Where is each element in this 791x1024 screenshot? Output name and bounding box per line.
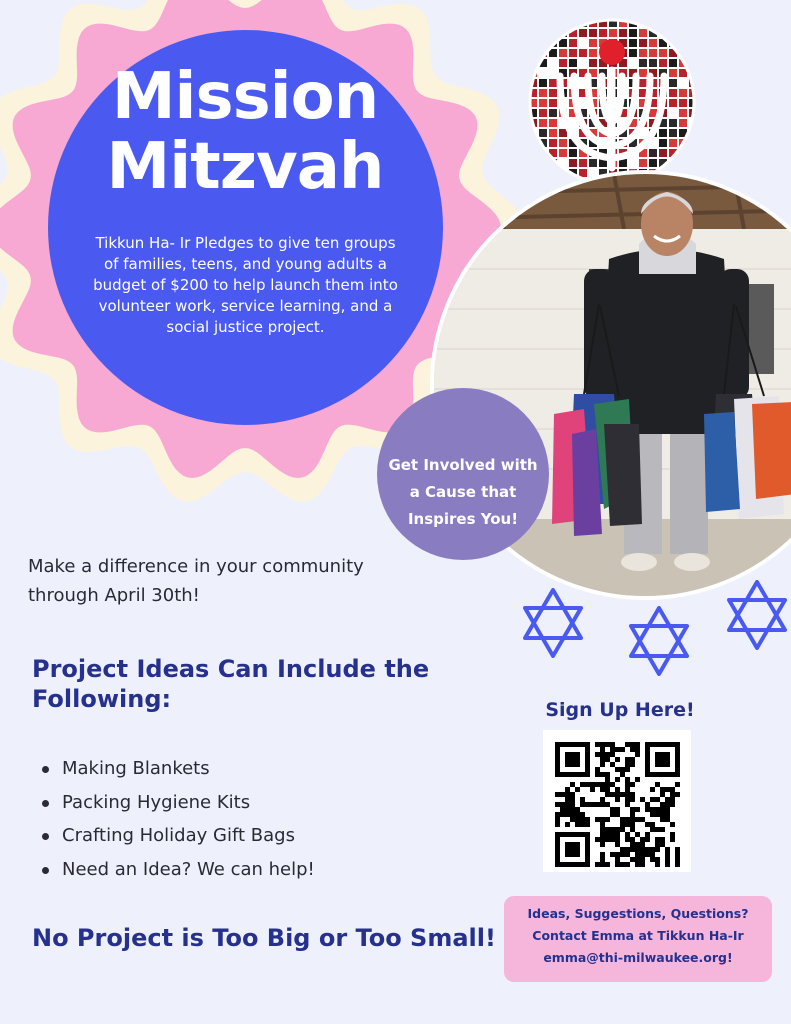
tagline-line-2: through April 30th! bbox=[28, 585, 200, 606]
footer-tagline: No Project is Too Big or Too Small! bbox=[32, 924, 496, 952]
list-item: Need an Idea? We can help! bbox=[40, 853, 460, 887]
cause-badge-text bbox=[385, 452, 541, 533]
qr-code[interactable] bbox=[543, 730, 691, 872]
title-line-2: Mitzvah bbox=[106, 130, 384, 204]
intro-text: Tikkun Ha- Ir Pledges to give ten groups of families, teens, and young adults a budget of $200 to help launch them into volunteer work, service learning, and a social justice project. bbox=[93, 234, 398, 336]
tagline bbox=[28, 552, 458, 610]
contact-email-link[interactable]: emma@thi-milwaukee.org! bbox=[543, 950, 733, 965]
tagline-line-1: Make a difference in your community bbox=[28, 556, 364, 577]
ideas-list bbox=[40, 752, 460, 886]
badge-line-2: a Cause that bbox=[409, 483, 517, 501]
star-of-david-icon bbox=[628, 606, 690, 676]
list-item: Making Blankets bbox=[40, 752, 460, 786]
badge-line-1: Get Involved with bbox=[388, 456, 538, 474]
page-title bbox=[60, 62, 430, 202]
list-item: Packing Hygiene Kits bbox=[40, 786, 460, 820]
badge-line-3: Inspires You! bbox=[407, 510, 519, 528]
qr-code-graphic[interactable] bbox=[543, 730, 691, 872]
title-line-1: Mission bbox=[111, 60, 379, 134]
list-item: Crafting Holiday Gift Bags bbox=[40, 819, 460, 853]
menorah-logo bbox=[528, 18, 696, 186]
ideas-heading-line-2: Following: bbox=[32, 685, 172, 713]
signup-label: Sign Up Here! bbox=[545, 699, 695, 721]
contact-text bbox=[510, 903, 766, 969]
ideas-heading bbox=[32, 654, 462, 714]
contact-line-2: Contact Emma at Tikkun Ha-Ir bbox=[532, 928, 744, 943]
ideas-heading-line-1: Project Ideas Can Include the bbox=[32, 655, 430, 683]
contact-line-1: Ideas, Suggestions, Questions? bbox=[527, 906, 749, 921]
star-of-david-icon bbox=[726, 580, 788, 650]
star-of-david-icon bbox=[522, 588, 584, 658]
